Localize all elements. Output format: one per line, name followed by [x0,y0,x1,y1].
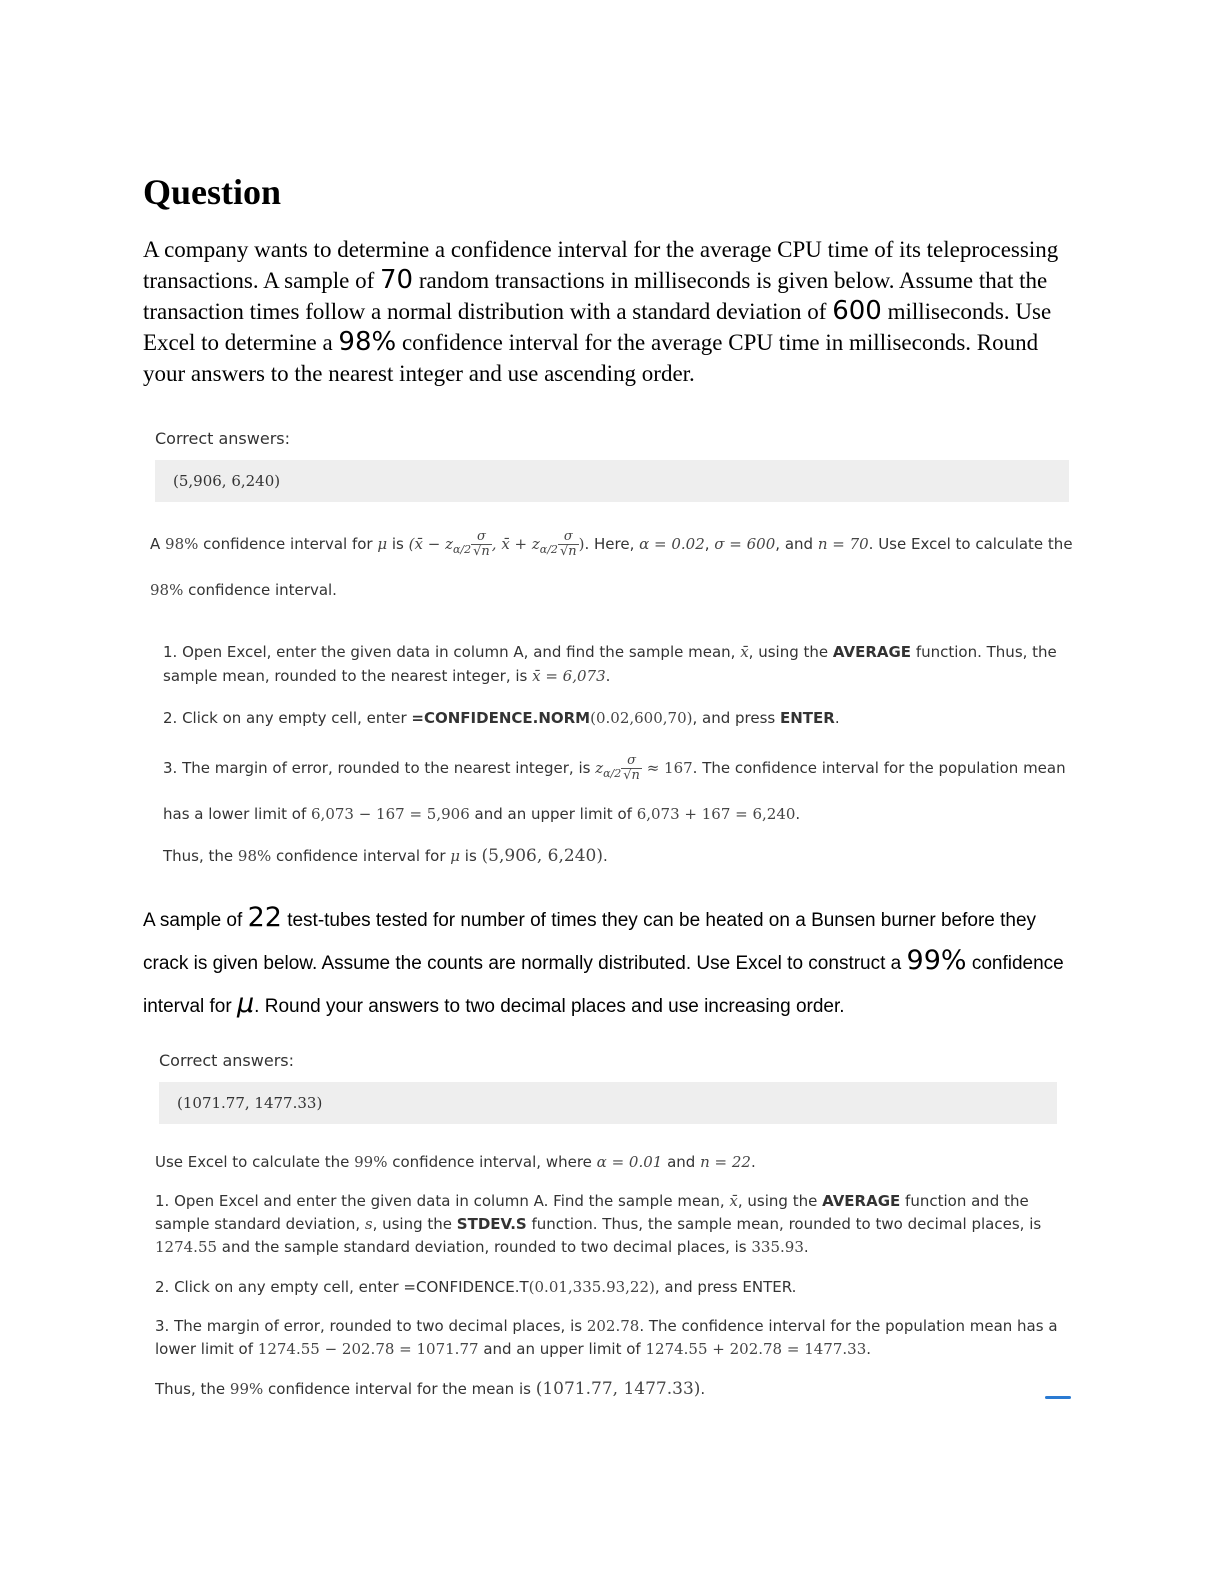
math: α/2 [603,767,622,780]
math: σ [621,754,642,769]
text: Thus, the [163,847,238,865]
text: Use Excel to calculate the [155,1153,355,1171]
step-1 [163,640,1073,688]
text: . The confidence interval for the population mean has a lower limit of [155,1317,1058,1358]
conclusion-1 [163,844,1073,868]
solution-1 [150,429,1073,868]
math: μ [377,535,388,553]
math: ≈ 167 [641,759,693,777]
function-name: STDEV.S [456,1215,527,1233]
text: . [834,709,840,727]
math: ) [578,535,585,553]
text: . [791,1278,797,1296]
math: σ [558,530,579,545]
text: A [150,535,166,553]
math: 335.93 [751,1238,804,1256]
math: 98% [165,535,199,553]
text: confidence interval, where [387,1153,597,1171]
math: σ = 600 [714,535,776,553]
text: , and press [654,1278,743,1296]
function-name: AVERAGE [822,1192,901,1210]
solution-1-steps [163,640,1073,868]
q1-text-part: confidence interval for the average CPU time in milliseconds. Round your answers to the nearest integer and use ascending order. [143,330,1039,386]
text: 1. Open Excel, enter the given data in column A, and find the sample mean, [163,643,741,661]
text: , using the [372,1215,457,1233]
text: 2. Click on any empty cell, enter [163,709,412,727]
correct-answers-label: Correct answers: [159,1051,294,1070]
math: (0.01,335.93,22) [528,1278,655,1296]
text: 3. The margin of error, rounded to two decimal places, is [155,1317,587,1335]
q1-text-part: random transactions in milliseconds is given below. Assume that the transaction times follow a normal distribution with a standard deviation of [143,268,1048,324]
text: , using the [737,1192,823,1210]
step-3 [163,748,1073,834]
math: x̄ [740,643,749,661]
text: confidence interval for [198,535,378,553]
function-name: =CONFIDENCE.NORM [411,709,591,727]
text: . [700,1380,706,1398]
math: s [364,1215,373,1233]
key-name: ENTER [779,709,835,727]
math: 6,073 − 167 = 5,906 [311,805,470,823]
math: (5,906, 6,240) [481,846,603,866]
text: function and the sample standard deviation, [155,1192,1029,1233]
math: n = 70 [817,535,869,553]
text: . [866,1340,872,1358]
q2-confidence-level: 99% [906,945,967,976]
math: 99% [229,1380,264,1398]
solution-1-intro [150,524,1073,610]
solution-2-intro [155,1150,1073,1174]
math: 98% [237,847,272,865]
text: Thus, the [155,1380,230,1398]
text: and an upper limit of [478,1340,646,1358]
math: 6,073 + 167 = 6,240 [636,805,796,823]
solution-2 [155,1051,1073,1401]
text: . The confidence interval for the population mean has a lower limit of [163,759,1066,823]
function-name: AVERAGE [832,643,912,661]
page-title: Question [143,172,282,212]
text: . [750,1153,756,1171]
step-2 [155,1275,1073,1299]
math: 202.78 [586,1317,640,1335]
q1-text-part: milliseconds. Use Excel to determine a [143,299,1052,355]
math: 1274.55 [155,1238,218,1256]
question-1-text [143,234,1073,389]
text: , and press [692,709,780,727]
text: 1. Open Excel and enter the given data in column A. Find the sample mean, [155,1192,730,1210]
step-1 [155,1190,1073,1259]
text: confidence interval for [271,847,451,865]
conclusion-2 [155,1377,1073,1401]
text: . Use Excel to calculate the [868,535,1073,553]
text: and the sample standard deviation, rounded to two decimal places, is [217,1238,752,1256]
math: μ [450,847,461,865]
text: confidence interval. [183,581,337,599]
math: (1071.77, 1477.33) [535,1379,701,1399]
document-page [143,170,1073,1401]
math: σ [471,530,492,545]
text: is [460,847,482,865]
q2-text-part: test-tubes tested for number of times they can be heated on a Bunsen burner before they crack is given below. Assume the counts are normally distributed. Use Excel to construct a [143,910,1037,974]
text: function. Thus, the sample mean, rounded to the nearest integer, is [163,643,1057,685]
text: and an upper limit of [469,805,637,823]
math: 99% [354,1153,388,1171]
math: z [595,759,604,777]
q1-text-part: A company wants to determine a confidence interval for the average CPU time of its teleprocessing transactions. A sample of [143,237,1059,293]
fraction [621,754,642,783]
text: . Here, [584,535,640,553]
text: function. Thus, the sample mean, rounded to two decimal places, is [526,1215,1042,1233]
q2-sample-size: 22 [247,902,282,933]
text: 3. The margin of error, rounded to the nearest integer, is [163,759,596,777]
text: . [602,847,608,865]
q2-text-part: . Round your answers to two decimal places and use increasing order. [254,996,845,1017]
math: x̄ [729,1192,738,1210]
answer-box: (5,906, 6,240) [155,460,1069,502]
math: , x̄ + z [491,535,540,553]
text: 2. Click on any empty cell, enter =CONFIDENCE.T [155,1278,529,1296]
math: n = 22 [700,1153,751,1171]
q2-text-part: confidence interval for [143,953,1064,1017]
text: and [662,1153,701,1171]
q2-text-part: A sample of [143,910,248,931]
solution-2-steps [155,1190,1073,1401]
q1-std-dev: 600 [832,296,882,326]
math: α/2 [452,543,472,556]
math: α = 0.01 [596,1153,663,1171]
q1-sample-size: 70 [380,265,414,295]
step-2 [163,706,1073,730]
q1-confidence-level: 98% [338,327,397,357]
scroll-indicator [1045,1396,1071,1399]
text: is [387,535,409,553]
fraction [558,530,579,559]
text: confidence interval for the mean is [263,1380,536,1398]
correct-answers-label: Correct answers: [155,429,290,448]
math: α/2 [539,543,558,556]
q2-mu-symbol: μ [236,988,255,1019]
step-3 [155,1315,1073,1361]
question-2-text [143,898,1073,1027]
text: . [803,1238,809,1256]
answer-box: (1071.77, 1477.33) [159,1082,1057,1124]
math: (x̄ − z [408,535,453,553]
math: √n [559,544,577,559]
math: x̄ = 6,073 [532,667,606,685]
text: . [795,805,801,823]
text: . [605,667,611,685]
text: , using the [748,643,833,661]
key-name: ENTER [742,1278,792,1296]
math: √n [473,544,490,559]
math: 1274.55 + 202.78 = 1477.33 [645,1340,867,1358]
text: , [704,535,715,553]
math: α = 0.02 [639,535,705,553]
math: √n [623,768,640,783]
math: 1274.55 − 202.78 = 1071.77 [257,1340,479,1358]
math: 98% [150,581,184,599]
fraction [471,530,492,559]
math: (0.02,600,70) [590,709,693,727]
text: , and [775,535,818,553]
